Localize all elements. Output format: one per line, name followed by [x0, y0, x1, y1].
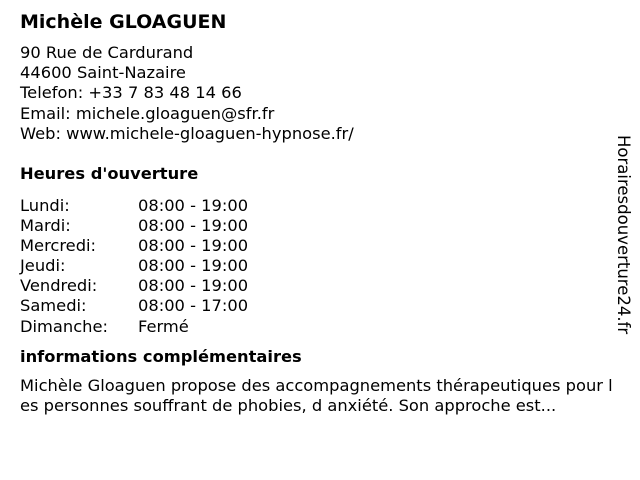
phone-number[interactable]: Telefon: +33 7 83 48 14 66: [20, 83, 242, 103]
day-label: Samedi:: [20, 296, 87, 316]
city-address: 44600 Saint-Nazaire: [20, 63, 186, 83]
day-hours: 08:00 - 19:00: [138, 196, 249, 216]
hours-row-monday: [20, 196, 620, 216]
day-hours: 08:00 - 17:00: [138, 296, 249, 316]
email-address[interactable]: Email: michele.gloaguen@sfr.fr: [20, 103, 275, 123]
day-label: Mercredi:: [20, 236, 97, 256]
business-name: Michèle GLOAGUEN: [20, 11, 227, 33]
business-card: [20, 10, 620, 417]
day-label: Mardi:: [20, 216, 71, 236]
street-address: 90 Rue de Cardurand: [20, 43, 194, 62]
hours-row-friday: [20, 276, 620, 296]
hours-row-sunday: [20, 317, 620, 337]
day-label: Dimanche:: [20, 316, 108, 336]
day-hours: 08:00 - 19:00: [138, 256, 249, 276]
day-hours: Fermé: [138, 316, 189, 336]
day-hours: 08:00 - 19:00: [138, 276, 249, 296]
day-label: Lundi:: [20, 196, 70, 216]
day-hours: 08:00 - 19:00: [138, 236, 249, 256]
day-label: Vendredi:: [20, 276, 98, 296]
contact-block: [20, 43, 620, 144]
additional-info-text: Michèle Gloaguen propose des accompagnements thérapeutiques pour les personnes souffrant de phobies, d anxiété. Son approche est...: [20, 375, 613, 416]
day-hours: 08:00 - 19:00: [138, 216, 249, 236]
opening-hours-title: Heures d'ouverture: [20, 164, 199, 184]
website-url[interactable]: Web: www.michele-gloaguen-hypnose.fr/: [20, 123, 354, 143]
opening-hours-list: [20, 196, 620, 337]
day-label: Jeudi:: [20, 256, 66, 276]
hours-row-tuesday: [20, 216, 620, 236]
site-brand-vertical: Horairesdouverture24.fr: [614, 135, 633, 335]
hours-row-saturday: [20, 296, 620, 316]
hours-row-thursday: [20, 256, 620, 276]
additional-info-title: informations complémentaires: [20, 346, 302, 366]
hours-row-wednesday: [20, 236, 620, 256]
